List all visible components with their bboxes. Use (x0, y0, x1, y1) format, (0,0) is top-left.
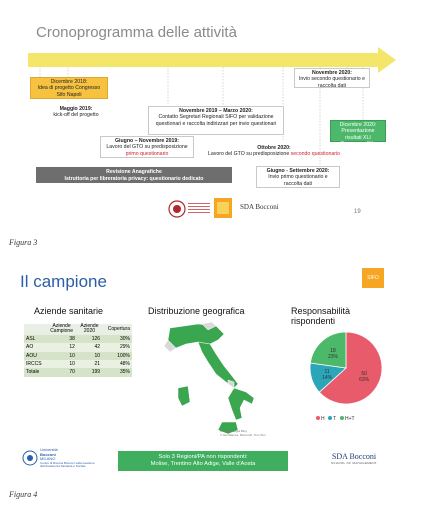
pie-label: 23% (327, 354, 339, 361)
event-nov2020-text: Invio secondo questionario e raccolta dati (298, 76, 366, 89)
pie-chart (304, 318, 390, 438)
responsabilita-title: Responsabilità rispondenti (291, 306, 351, 326)
event-ott2020 (194, 145, 354, 158)
event-giu2019-highlight: primo questionario (125, 150, 169, 157)
table-cell: 42 (94, 344, 101, 351)
pie-label: 14% (322, 374, 333, 381)
bocconi-line3: MILANO (40, 456, 56, 462)
event-giu2019-date: Giugno – Novembre 2019: (115, 138, 179, 144)
table-cell: 100% (117, 352, 130, 359)
sifo-stamp-inner (217, 202, 229, 214)
bocconi-line1: Università (40, 447, 58, 452)
bocconi-seal (22, 450, 38, 466)
sifo-logo-text: SIFO (367, 275, 379, 281)
map-credit: Con tecnologia Bing © GeoNames, Microsoft, Tom Tom (220, 429, 266, 437)
event-dic2018 (30, 77, 108, 99)
table-cell: IRCCS (26, 361, 42, 368)
event-ott2020-date: Ottobre 2020: (257, 145, 291, 151)
event-giu2020 (256, 166, 340, 188)
pie-slice-h-t (310, 332, 346, 368)
event-giu2020-text: Invio primo questionario e raccolta dati (268, 174, 328, 187)
legend-marker (340, 416, 344, 420)
figure4-caption: Figura 4 (9, 490, 38, 499)
event-mag2019 (46, 106, 106, 119)
table-cell: 10 (69, 361, 75, 368)
table-cell: 38 (69, 335, 75, 342)
table-row (24, 360, 132, 368)
legend-label: H (321, 416, 325, 422)
italy-map (158, 318, 268, 438)
aziende-header-cell (24, 324, 46, 335)
event-dic2020-date: Dicembre 2020: (339, 122, 377, 128)
table-cell: AO (26, 344, 34, 351)
revision-bar (36, 167, 232, 183)
event-ott2020-highlight: secondo questionario (290, 151, 340, 158)
aziende-header-cell: Aziende 2020 (80, 323, 99, 335)
pie-label: 50 (361, 371, 367, 378)
table-cell: 10 (69, 352, 75, 359)
legend-label: H+T (345, 416, 355, 422)
event-giu2019-text: Lavoro del GTO su predisposizione (106, 144, 188, 151)
bocconi-line4: Centre di Ricerca Bocconi sulla Gestione dell'Assistenza Sanitaria e Sociale (40, 460, 95, 469)
figure4-slide (8, 262, 390, 484)
event-mag2019-text: kick-off del progetto (53, 112, 99, 119)
aziende-header-cell: Copertura (107, 326, 130, 333)
table-cell: 21 (94, 361, 101, 368)
sda-logo-small: SDA Bocconi (240, 203, 279, 211)
revision-text: Istruttoria per libreratoria privacy: questionario dedicato (64, 175, 204, 182)
bocconi-logo-text (40, 448, 104, 469)
table-cell: 29% (119, 344, 130, 351)
banner-line1: Solo 3 Regioni/PA non rispondenti: (158, 454, 248, 460)
event-nov2020-date: Novembre 2020: (311, 70, 353, 76)
seal-logo (168, 200, 186, 218)
aziende-table (24, 324, 132, 377)
sifo-logo (362, 268, 384, 288)
sda-logo-sub: SCHOOL OF MANAGEMENT (331, 461, 377, 465)
table-cell: 199 (91, 369, 101, 376)
bocconi-line2: Bocconi (40, 451, 56, 457)
event-dic2018-date: Dicembre 2018: (50, 79, 88, 85)
event-dic2020 (330, 120, 386, 147)
sda-logo (326, 452, 382, 465)
event-nov2019 (148, 106, 284, 135)
figure3-slide (8, 6, 390, 228)
aziende-header-row (24, 324, 132, 335)
table-cell: 126 (91, 335, 101, 342)
banner-line2: Molise, Trentino Alto Adige, Valle d'Aosta (150, 461, 256, 467)
figure3-title: Cronoprogramma delle attività (36, 24, 237, 41)
table-row (24, 352, 132, 360)
legend-label: T (333, 416, 337, 422)
page-number: 19 (354, 209, 361, 215)
table-cell: 10 (94, 352, 101, 359)
table-cell: ASL (26, 335, 36, 342)
event-giu2019 (100, 136, 194, 158)
legend-marker (328, 416, 332, 420)
aziende-title: Aziende sanitarie (34, 306, 104, 316)
table-row (24, 368, 132, 376)
table-cell: 48% (119, 361, 130, 368)
non-respondents-banner (118, 451, 288, 471)
event-giu2020-date: Giugno - Settembre 2020: (266, 168, 330, 174)
event-nov2020 (294, 68, 370, 88)
pie-label: 11 (324, 368, 330, 375)
figure4-title: Il campione (20, 272, 107, 291)
event-dic2018-text: Idea di progetto Congresso Sifo Napoli (37, 85, 101, 98)
table-row (24, 335, 132, 343)
sda-logo-name: SDA Bocconi (331, 452, 377, 461)
figure3-caption: Figura 3 (9, 238, 38, 247)
revision-title: Revisione Anagrafiche (106, 169, 162, 175)
event-nov2019-text: Contatto Segretari Regionali SIFO per validazione questionari e raccolta indirizzari per invio questionari (155, 114, 277, 127)
event-nov2019-date: Novembre 2019 – Marzo 2020: (179, 108, 253, 114)
table-cell: 70 (69, 369, 75, 376)
table-row (24, 343, 132, 351)
aziende-header-cell: Aziende Campione (50, 323, 73, 335)
pie-label: 63% (359, 377, 370, 384)
table-cell: 12 (69, 344, 75, 351)
event-mag2019-date: Maggio 2019: (59, 106, 93, 112)
pie-label: 18 (330, 348, 336, 355)
event-ott2020-text: Lavoro del GTO su predisposizione (207, 151, 290, 158)
legend-marker (316, 416, 320, 420)
seal-logo-text (188, 203, 210, 214)
table-cell: AOU (26, 352, 37, 359)
event-dic2020-text: Presentazione risultati XLI Congresso Sifo (340, 128, 376, 147)
table-cell: Totale (26, 369, 40, 376)
distribuzione-title: Distribuzione geografica (148, 306, 245, 316)
table-cell: 30% (119, 335, 130, 342)
table-cell: 35% (119, 369, 130, 376)
